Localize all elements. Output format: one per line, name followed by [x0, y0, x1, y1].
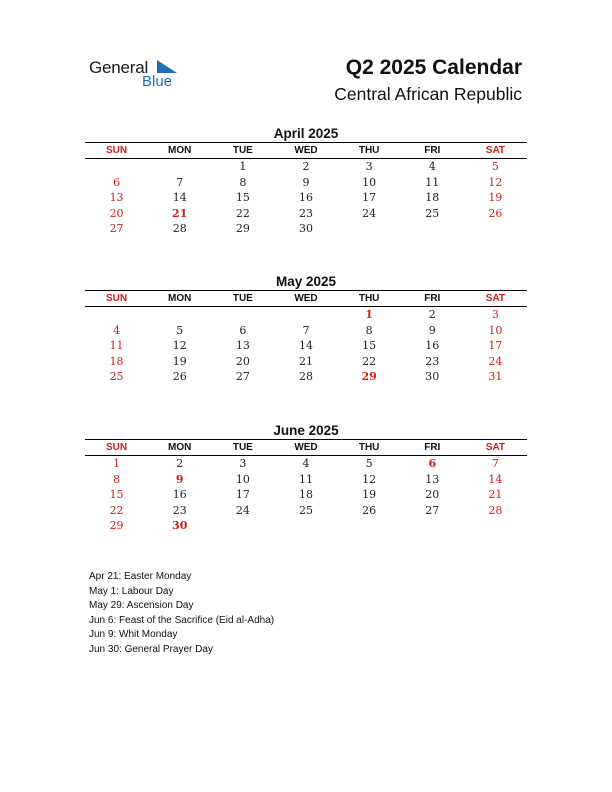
day-cell: 5: [491, 160, 499, 173]
weekday-header-row: [85, 440, 527, 456]
day-cell: 17: [235, 488, 250, 502]
day-cell: 4: [302, 457, 310, 470]
week-row: [85, 175, 527, 191]
day-cell: 11: [425, 175, 440, 189]
day-cell: 6: [113, 175, 121, 189]
day-cell: 17: [488, 339, 503, 353]
day-cell: 3: [365, 160, 373, 173]
day-cell: 23: [172, 503, 187, 517]
day-cell: 28: [172, 222, 187, 236]
month-title: June 2025: [273, 423, 339, 438]
weekday-header: THU: [358, 442, 380, 453]
empty-day-cell: [148, 159, 211, 175]
day-cell: 24: [235, 503, 250, 517]
holiday-item: May 29: Ascension Day: [89, 600, 194, 611]
month-april: [85, 125, 527, 237]
day-cell: 19: [488, 191, 503, 205]
weekday-header: FRI: [424, 145, 441, 156]
week-row: [85, 487, 527, 503]
day-cell: 9: [175, 472, 184, 486]
day-cell: 29: [235, 222, 250, 236]
day-cell: 22: [109, 503, 124, 517]
day-cell: 28: [298, 370, 313, 384]
empty-day-cell: [338, 221, 401, 237]
day-cell: 4: [428, 160, 436, 173]
week-row: [85, 503, 527, 519]
day-cell: 21: [172, 206, 188, 220]
day-cell: 18: [425, 191, 440, 205]
day-cell: 8: [365, 323, 373, 337]
day-cell: 20: [235, 354, 250, 368]
day-cell: 29: [361, 370, 377, 384]
day-cell: 27: [235, 370, 250, 384]
day-cell: 22: [362, 354, 377, 368]
day-cell: 28: [488, 503, 503, 517]
day-cell: 12: [172, 339, 187, 353]
day-cell: 1: [239, 160, 247, 173]
day-cell: 6: [428, 457, 437, 470]
day-cell: 26: [172, 370, 187, 384]
day-cell: 16: [298, 191, 313, 205]
day-cell: 14: [298, 339, 313, 353]
day-cell: 18: [109, 354, 124, 368]
week-row: [85, 369, 527, 385]
day-cell: 23: [298, 206, 313, 220]
weekday-header: THU: [358, 293, 380, 304]
weekday-header: WED: [294, 145, 318, 156]
logo-general-text: General: [89, 58, 149, 77]
logo-blue-text: Blue: [142, 73, 173, 90]
day-cell: 10: [235, 472, 250, 486]
day-cell: 15: [235, 191, 250, 205]
weekday-header: SUN: [106, 442, 128, 453]
calendar-grid: [85, 290, 527, 385]
week-row: [85, 159, 527, 175]
day-cell: 1: [113, 457, 121, 470]
day-cell: 29: [109, 519, 124, 533]
day-cell: 25: [298, 503, 313, 517]
day-cell: 25: [109, 370, 124, 384]
day-cell: 6: [239, 323, 247, 337]
day-cell: 4: [113, 323, 121, 337]
day-cell: 2: [176, 457, 184, 470]
day-cell: 15: [109, 488, 124, 502]
day-cell: 14: [488, 472, 503, 486]
week-row: [85, 323, 527, 339]
day-cell: 9: [428, 323, 436, 337]
weekday-header: THU: [358, 145, 380, 156]
weekday-header: WED: [294, 442, 318, 453]
day-cell: 23: [425, 354, 440, 368]
empty-day-cell: [274, 518, 337, 534]
day-cell: 31: [488, 370, 503, 384]
day-cell: 11: [109, 339, 124, 353]
day-cell: 22: [235, 206, 250, 220]
day-cell: 2: [428, 308, 436, 321]
weekday-header: SAT: [485, 145, 506, 156]
day-cell: 3: [491, 308, 499, 321]
empty-day-cell: [401, 221, 464, 237]
day-cell: 8: [113, 472, 121, 486]
day-cell: 13: [425, 472, 440, 486]
weekday-header: SAT: [485, 442, 506, 453]
weekday-header: TUE: [232, 145, 253, 156]
weekday-header: SUN: [106, 145, 128, 156]
day-cell: 21: [298, 354, 313, 368]
day-cell: 1: [365, 308, 373, 321]
weekday-header: MON: [168, 442, 192, 453]
holiday-item: Jun 9: Whit Monday: [89, 629, 178, 640]
month-june: [85, 422, 527, 534]
day-cell: 27: [425, 503, 440, 517]
holiday-list: [89, 570, 274, 657]
day-cell: 26: [488, 206, 503, 220]
week-row: [85, 221, 527, 237]
day-cell: 2: [302, 160, 310, 173]
weekday-header: TUE: [232, 293, 253, 304]
day-cell: 12: [488, 175, 503, 189]
day-cell: 26: [362, 503, 377, 517]
day-cell: 16: [425, 339, 440, 353]
empty-day-cell: [85, 307, 148, 323]
day-cell: 7: [491, 457, 499, 470]
holiday-item: May 1: Labour Day: [89, 585, 174, 597]
calendar-grid: [85, 142, 527, 237]
day-cell: 30: [298, 222, 313, 236]
holiday-item: Jun 30: General Prayer Day: [89, 643, 213, 655]
day-cell: 20: [425, 488, 440, 502]
weekday-header: FRI: [424, 442, 441, 453]
weekday-header: TUE: [232, 442, 253, 453]
day-cell: 14: [172, 191, 187, 205]
day-cell: 16: [172, 488, 187, 502]
day-cell: 24: [362, 206, 377, 220]
day-cell: 17: [362, 191, 377, 205]
generalblue-logo: [89, 58, 189, 94]
weekday-header: MON: [168, 293, 192, 304]
month-title: April 2025: [273, 126, 339, 141]
day-cell: 25: [425, 206, 440, 220]
page-title: Q2 2025 Calendar: [345, 56, 522, 79]
day-cell: 5: [365, 457, 373, 470]
month-title: May 2025: [275, 274, 337, 289]
weekday-header-row: [85, 143, 527, 159]
weekday-header: FRI: [424, 293, 441, 304]
week-row: [85, 354, 527, 370]
page-subtitle: Central African Republic: [334, 84, 522, 104]
day-cell: 27: [109, 222, 124, 236]
day-cell: 20: [109, 206, 124, 220]
week-row: [85, 206, 527, 222]
day-cell: 8: [239, 175, 247, 189]
week-row: [85, 456, 527, 472]
day-cell: 7: [176, 175, 184, 189]
weekday-header: WED: [294, 293, 318, 304]
day-cell: 30: [425, 370, 440, 384]
weekday-header: SAT: [485, 293, 506, 304]
logo-triangle-icon: [157, 60, 177, 73]
empty-day-cell: [464, 518, 527, 534]
day-cell: 5: [176, 323, 184, 337]
day-cell: 3: [239, 457, 247, 470]
day-cell: 30: [172, 519, 188, 533]
empty-day-cell: [211, 307, 274, 323]
empty-day-cell: [85, 159, 148, 175]
day-cell: 11: [298, 472, 313, 486]
day-cell: 19: [172, 354, 187, 368]
week-row: [85, 518, 527, 534]
empty-day-cell: [338, 518, 401, 534]
day-cell: 9: [302, 175, 310, 189]
day-cell: 10: [362, 175, 377, 189]
day-cell: 15: [362, 339, 377, 353]
calendar-grid: [85, 439, 527, 534]
day-cell: 12: [362, 472, 377, 486]
holiday-item: Apr 21: Easter Monday: [89, 571, 192, 582]
empty-day-cell: [274, 307, 337, 323]
day-cell: 13: [109, 191, 124, 205]
day-cell: 7: [302, 323, 310, 337]
day-cell: 21: [488, 488, 503, 502]
week-row: [85, 338, 527, 354]
day-cell: 10: [488, 323, 503, 337]
day-cell: 18: [298, 488, 313, 502]
empty-day-cell: [211, 518, 274, 534]
week-row: [85, 472, 527, 488]
day-cell: 19: [362, 488, 377, 502]
empty-day-cell: [464, 221, 527, 237]
week-row: [85, 307, 527, 323]
holiday-item: Jun 6: Feast of the Sacrifice (Eid al-Adha): [89, 614, 275, 626]
month-may: [85, 273, 527, 385]
weekday-header: SUN: [106, 293, 128, 304]
weekday-header: MON: [168, 145, 192, 156]
week-row: [85, 190, 527, 206]
empty-day-cell: [148, 307, 211, 323]
day-cell: 13: [235, 339, 250, 353]
day-cell: 24: [488, 354, 503, 368]
empty-day-cell: [401, 518, 464, 534]
weekday-header-row: [85, 291, 527, 307]
